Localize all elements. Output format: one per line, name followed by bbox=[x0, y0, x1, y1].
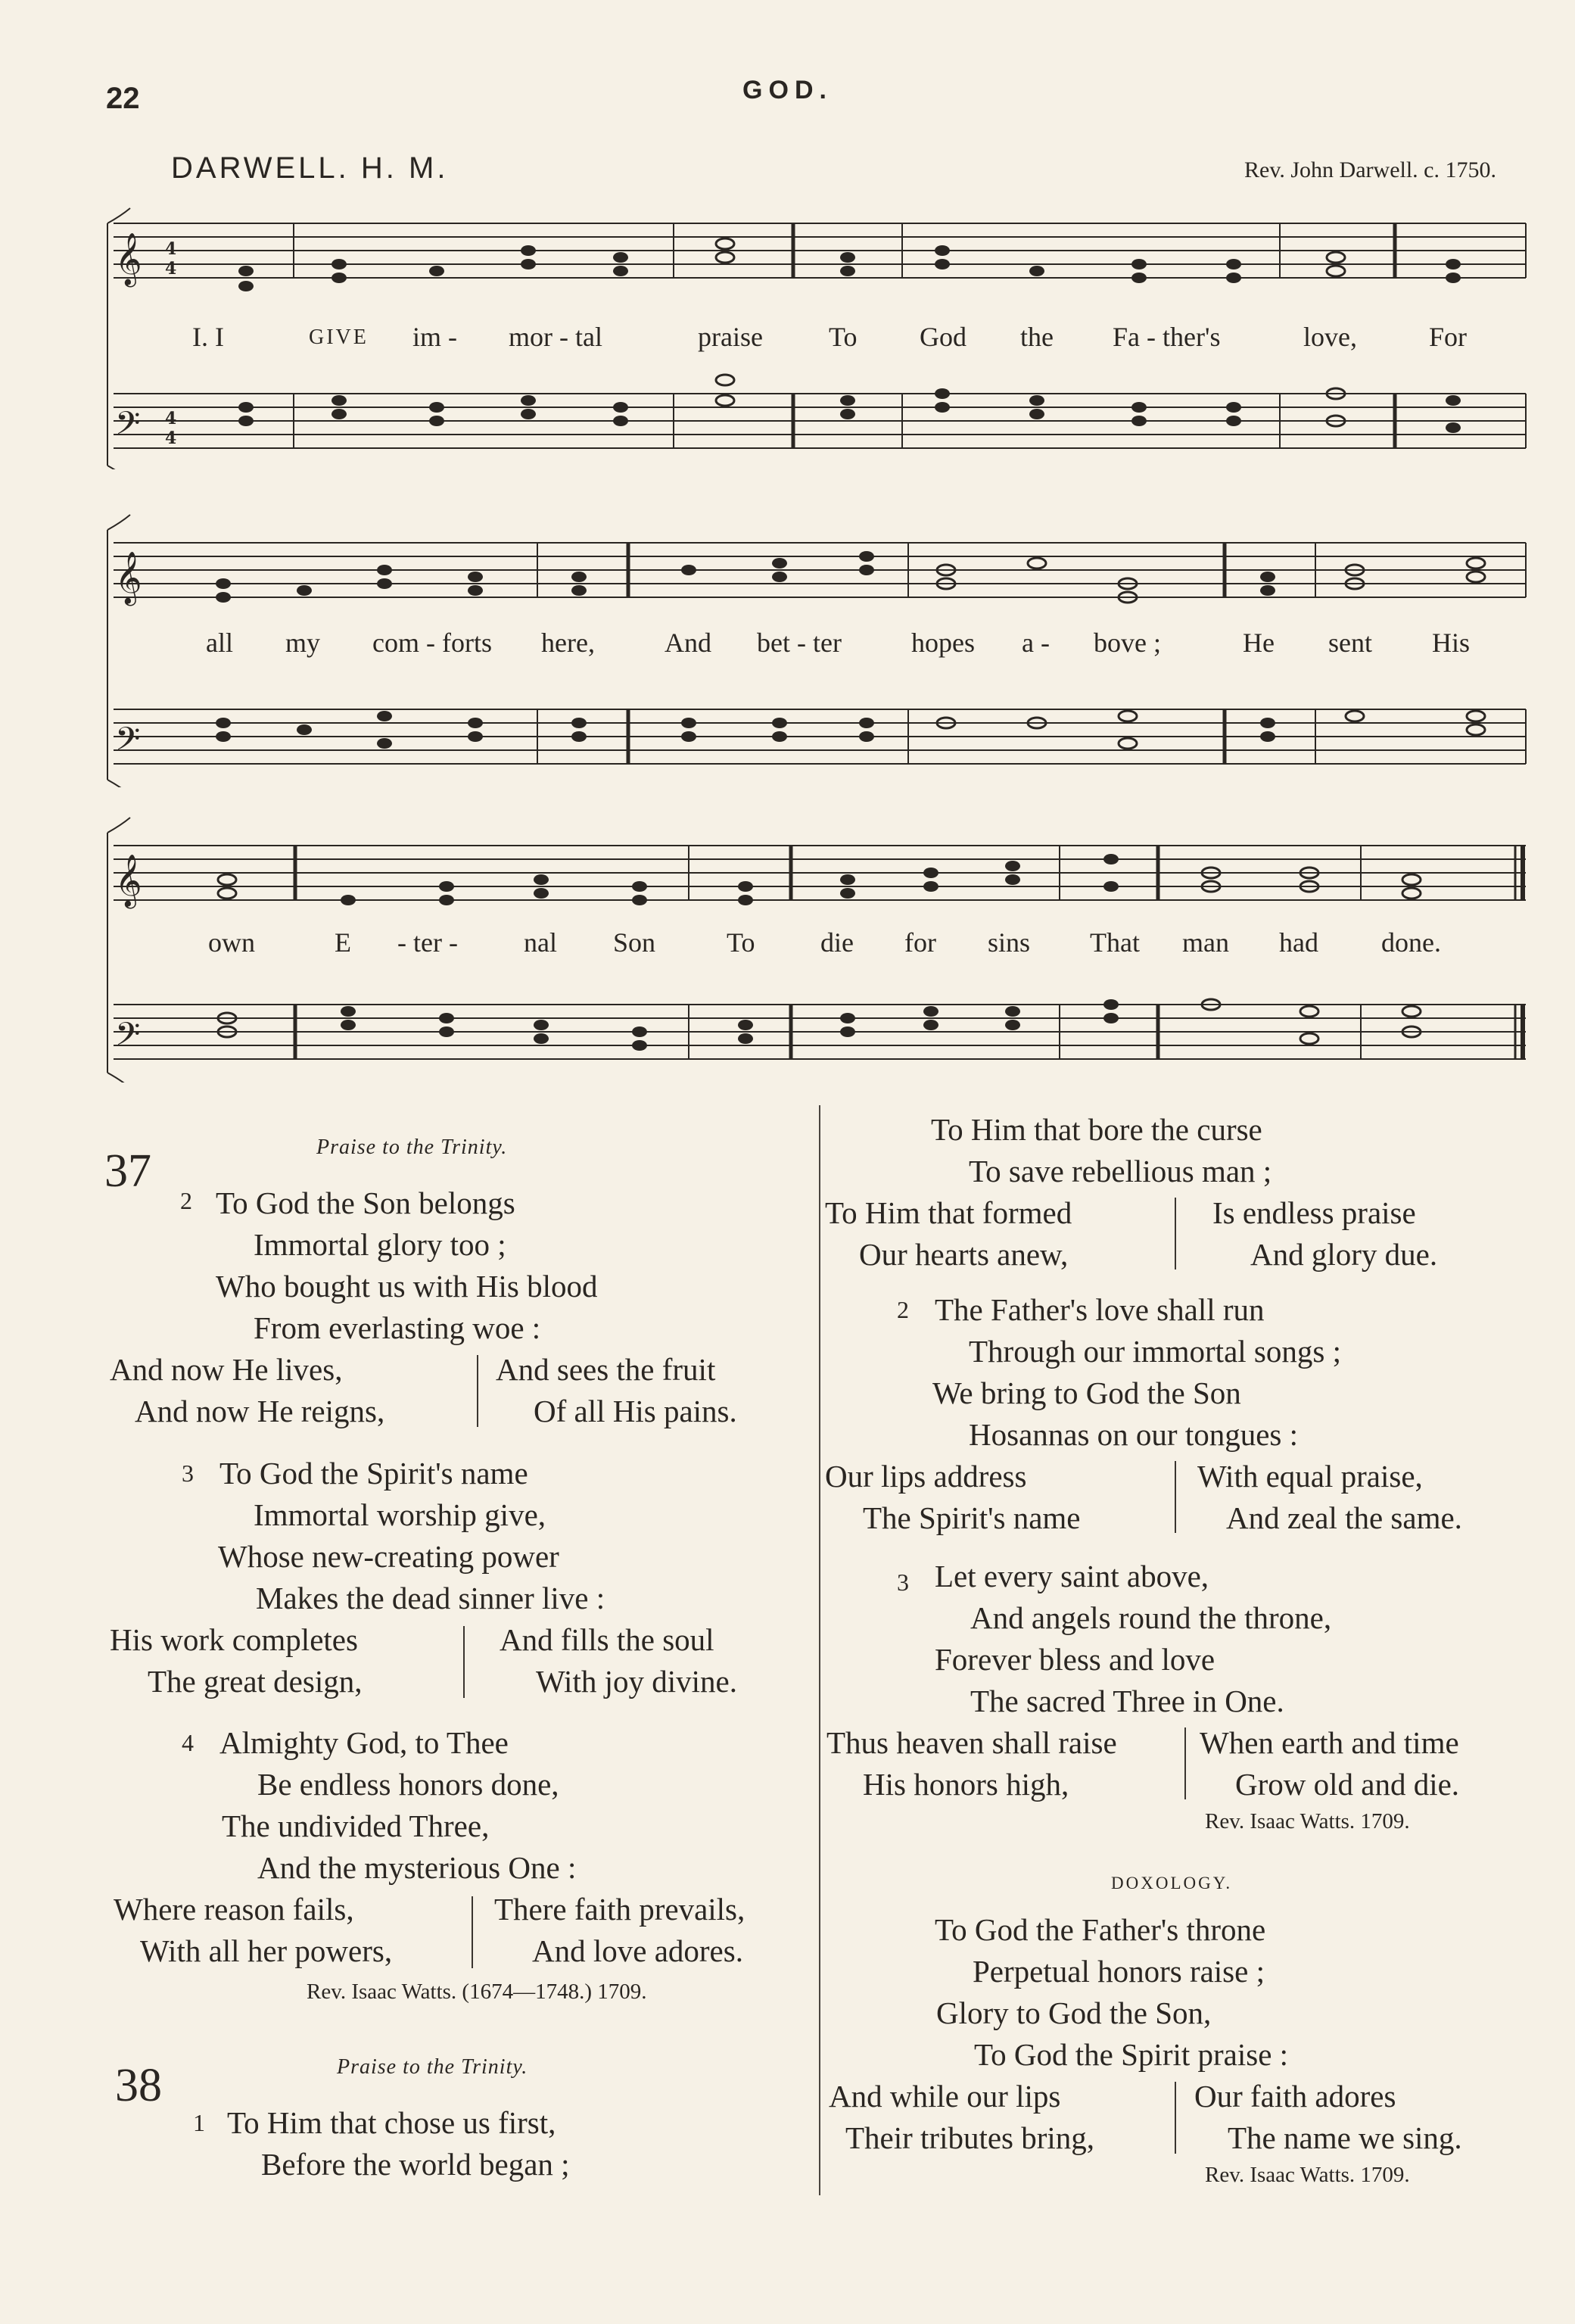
attribution: Rev. Isaac Watts. (1674—1748.) 1709. bbox=[307, 1980, 647, 2004]
verse-line: And zeal the same. bbox=[1226, 1500, 1462, 1535]
verse-line: And angels round the throne, bbox=[970, 1600, 1332, 1635]
verse-line: And sees the fruit bbox=[496, 1352, 716, 1387]
verse-line: From everlasting woe : bbox=[254, 1310, 541, 1345]
stanza-number: 2 bbox=[180, 1187, 192, 1214]
verse-line: Grow old and die. bbox=[1235, 1767, 1460, 1802]
verse-line: Of all His pains. bbox=[534, 1394, 737, 1428]
verse-line: To God the Spirit's name bbox=[219, 1456, 528, 1491]
verse-line: And now He lives, bbox=[110, 1352, 343, 1387]
lyric-syllable: Son bbox=[613, 927, 656, 958]
hymn-number: 38 bbox=[115, 2060, 162, 2111]
hymn-number: 37 bbox=[104, 1145, 151, 1197]
svg-text:𝄞: 𝄞 bbox=[115, 551, 142, 604]
svg-text:4: 4 bbox=[165, 259, 177, 279]
lyric-syllable: GIVE bbox=[309, 326, 369, 349]
lyric-syllable: Fa - ther's bbox=[1113, 322, 1221, 352]
hymn-heading: Praise to the Trinity. bbox=[337, 2055, 528, 2079]
couplet-divider bbox=[1175, 1461, 1176, 1533]
svg-text:𝄞: 𝄞 bbox=[115, 232, 142, 285]
lyric-syllable: To bbox=[829, 322, 858, 352]
attribution: Rev. Isaac Watts. 1709. bbox=[1205, 1809, 1410, 1833]
lyric-syllable: He bbox=[1243, 628, 1275, 658]
verse-line: And love adores. bbox=[532, 1933, 743, 1968]
verse-line: Immortal worship give, bbox=[254, 1497, 546, 1532]
svg-text:4: 4 bbox=[165, 428, 177, 448]
composer-credit: Rev. John Darwell. c. 1750. bbox=[1244, 157, 1496, 182]
lyric-syllable: bet - ter bbox=[757, 628, 842, 658]
svg-text:𝄞: 𝄞 bbox=[115, 854, 142, 907]
verse-line: Our lips address bbox=[825, 1459, 1027, 1494]
doxology-heading: DOXOLOGY. bbox=[1111, 1874, 1233, 1893]
lyric-syllable: im - bbox=[412, 322, 457, 352]
lyric-syllable: com - forts bbox=[372, 628, 492, 658]
lyric-syllable: To bbox=[727, 927, 755, 958]
lyric-syllable: sent bbox=[1328, 628, 1372, 658]
verse-line: There faith prevails, bbox=[494, 1892, 745, 1927]
verse-line: Thus heaven shall raise bbox=[826, 1725, 1117, 1760]
verse-line: To God the Spirit praise : bbox=[974, 2037, 1289, 2072]
verse-line: The name we sing. bbox=[1228, 2120, 1462, 2155]
verse-line: And while our lips bbox=[829, 2079, 1061, 2114]
couplet-divider bbox=[1175, 2082, 1176, 2154]
attribution: Rev. Isaac Watts. 1709. bbox=[1205, 2163, 1410, 2187]
verse-line: Before the world began ; bbox=[261, 2147, 570, 2182]
verse-line: Our faith adores bbox=[1194, 2079, 1396, 2114]
column-divider bbox=[819, 1105, 820, 2195]
lyric-syllable: done. bbox=[1381, 927, 1441, 958]
lyric-syllable: And bbox=[665, 628, 711, 658]
lyric-syllable: sins bbox=[988, 927, 1031, 958]
verse-line: Makes the dead sinner live : bbox=[256, 1581, 605, 1615]
lyric-syllable: nal bbox=[524, 927, 557, 958]
verse-line: To God the Son belongs bbox=[216, 1185, 515, 1220]
lyric-syllable: God bbox=[920, 322, 966, 352]
verse-line: The sacred Three in One. bbox=[970, 1684, 1284, 1718]
verse-line: Be endless honors done, bbox=[257, 1767, 559, 1802]
verse-line: Forever bless and love bbox=[935, 1642, 1215, 1677]
stanza-number: 1 bbox=[193, 2109, 205, 2136]
verse-line: Perpetual honors raise ; bbox=[973, 1954, 1265, 1989]
lyric-syllable: my bbox=[285, 628, 321, 658]
verse-line: And now He reigns, bbox=[135, 1394, 385, 1428]
verse-line: Immortal glory too ; bbox=[254, 1227, 506, 1262]
verse-line: Where reason fails, bbox=[114, 1892, 354, 1927]
lyric-syllable: That bbox=[1090, 927, 1140, 958]
verse-line: Glory to God the Son, bbox=[936, 1995, 1212, 2030]
verse-line: Who bought us with His blood bbox=[216, 1269, 598, 1304]
verse-line: And the mysterious One : bbox=[257, 1850, 577, 1885]
tune-name: DARWELL. H. M. bbox=[171, 151, 449, 185]
stanza-number: 3 bbox=[897, 1569, 909, 1596]
verse-line: Our hearts anew, bbox=[859, 1237, 1069, 1272]
lyric-syllable: His bbox=[1432, 628, 1471, 658]
verse-line: Their tributes bring, bbox=[845, 2120, 1095, 2155]
verse-line: His honors high, bbox=[863, 1767, 1069, 1802]
stanza-number: 4 bbox=[182, 1729, 194, 1756]
lyric-syllable: love, bbox=[1303, 322, 1357, 352]
verse-line: With equal praise, bbox=[1197, 1459, 1423, 1494]
verse-line: To Him that chose us first, bbox=[227, 2105, 556, 2140]
page-number: 22 bbox=[106, 82, 140, 115]
lyric-syllable: I. I bbox=[192, 322, 224, 352]
svg-text:𝄢: 𝄢 bbox=[115, 721, 141, 766]
lyric-syllable: E bbox=[335, 927, 351, 958]
verse-line: The great design, bbox=[148, 1664, 363, 1699]
verse-line: Let every saint above, bbox=[935, 1559, 1209, 1593]
svg-text:𝄢: 𝄢 bbox=[115, 405, 141, 450]
verse-line: And glory due. bbox=[1250, 1237, 1438, 1272]
verse-line: When earth and time bbox=[1200, 1725, 1459, 1760]
lyric-syllable: praise bbox=[698, 322, 763, 352]
hymn-heading: Praise to the Trinity. bbox=[316, 1136, 508, 1159]
verse-line: With all her powers, bbox=[140, 1933, 393, 1968]
lyric-syllable: all bbox=[206, 628, 233, 658]
verse-line: To Him that formed bbox=[825, 1195, 1072, 1230]
verse-line: Hosannas on our tongues : bbox=[969, 1417, 1299, 1452]
verse-line: We bring to God the Son bbox=[932, 1375, 1241, 1410]
lyric-syllable: here, bbox=[541, 628, 595, 658]
lyric-syllable: die bbox=[820, 927, 854, 958]
lyric-syllable: hopes bbox=[911, 628, 975, 658]
verse-line: To save rebellious man ; bbox=[969, 1154, 1272, 1188]
verse-line: The undivided Three, bbox=[222, 1808, 490, 1843]
lyric-syllable: bove ; bbox=[1094, 628, 1161, 658]
verse-line: The Father's love shall run bbox=[935, 1292, 1265, 1327]
verse-line: To God the Father's throne bbox=[935, 1912, 1266, 1947]
lyric-syllable: the bbox=[1020, 322, 1054, 352]
verse-line: Whose new-creating power bbox=[218, 1539, 559, 1574]
svg-text:4: 4 bbox=[165, 239, 177, 259]
couplet-divider bbox=[1175, 1198, 1176, 1269]
verse-line: Is endless praise bbox=[1212, 1195, 1416, 1230]
couplet-divider bbox=[463, 1626, 465, 1698]
verse-line: And fills the soul bbox=[500, 1622, 714, 1657]
couplet-divider bbox=[1184, 1727, 1186, 1799]
lyric-syllable: own bbox=[208, 927, 255, 958]
couplet-divider bbox=[477, 1355, 478, 1427]
lyric-syllable: had bbox=[1279, 927, 1318, 958]
lyric-syllable: a - bbox=[1022, 628, 1050, 658]
verse-line: Almighty God, to Thee bbox=[219, 1725, 509, 1760]
verse-line: The Spirit's name bbox=[863, 1500, 1081, 1535]
lyric-syllable: man bbox=[1182, 927, 1229, 958]
verse-line: His work completes bbox=[110, 1622, 358, 1657]
lyric-syllable: - ter - bbox=[397, 927, 458, 958]
lyric-syllable: mor - tal bbox=[509, 322, 602, 352]
couplet-divider bbox=[472, 1896, 473, 1968]
verse-line: Through our immortal songs ; bbox=[969, 1334, 1341, 1369]
verse-line: To Him that bore the curse bbox=[931, 1112, 1262, 1147]
lyric-syllable: for bbox=[904, 927, 936, 958]
stanza-number: 2 bbox=[897, 1296, 909, 1323]
svg-text:4: 4 bbox=[165, 409, 177, 428]
stanza-number: 3 bbox=[182, 1460, 194, 1487]
lyric-syllable: For bbox=[1429, 322, 1468, 352]
svg-text:𝄢: 𝄢 bbox=[115, 1016, 141, 1061]
verse-line: With joy divine. bbox=[536, 1664, 737, 1699]
running-title: GOD. bbox=[742, 76, 833, 104]
